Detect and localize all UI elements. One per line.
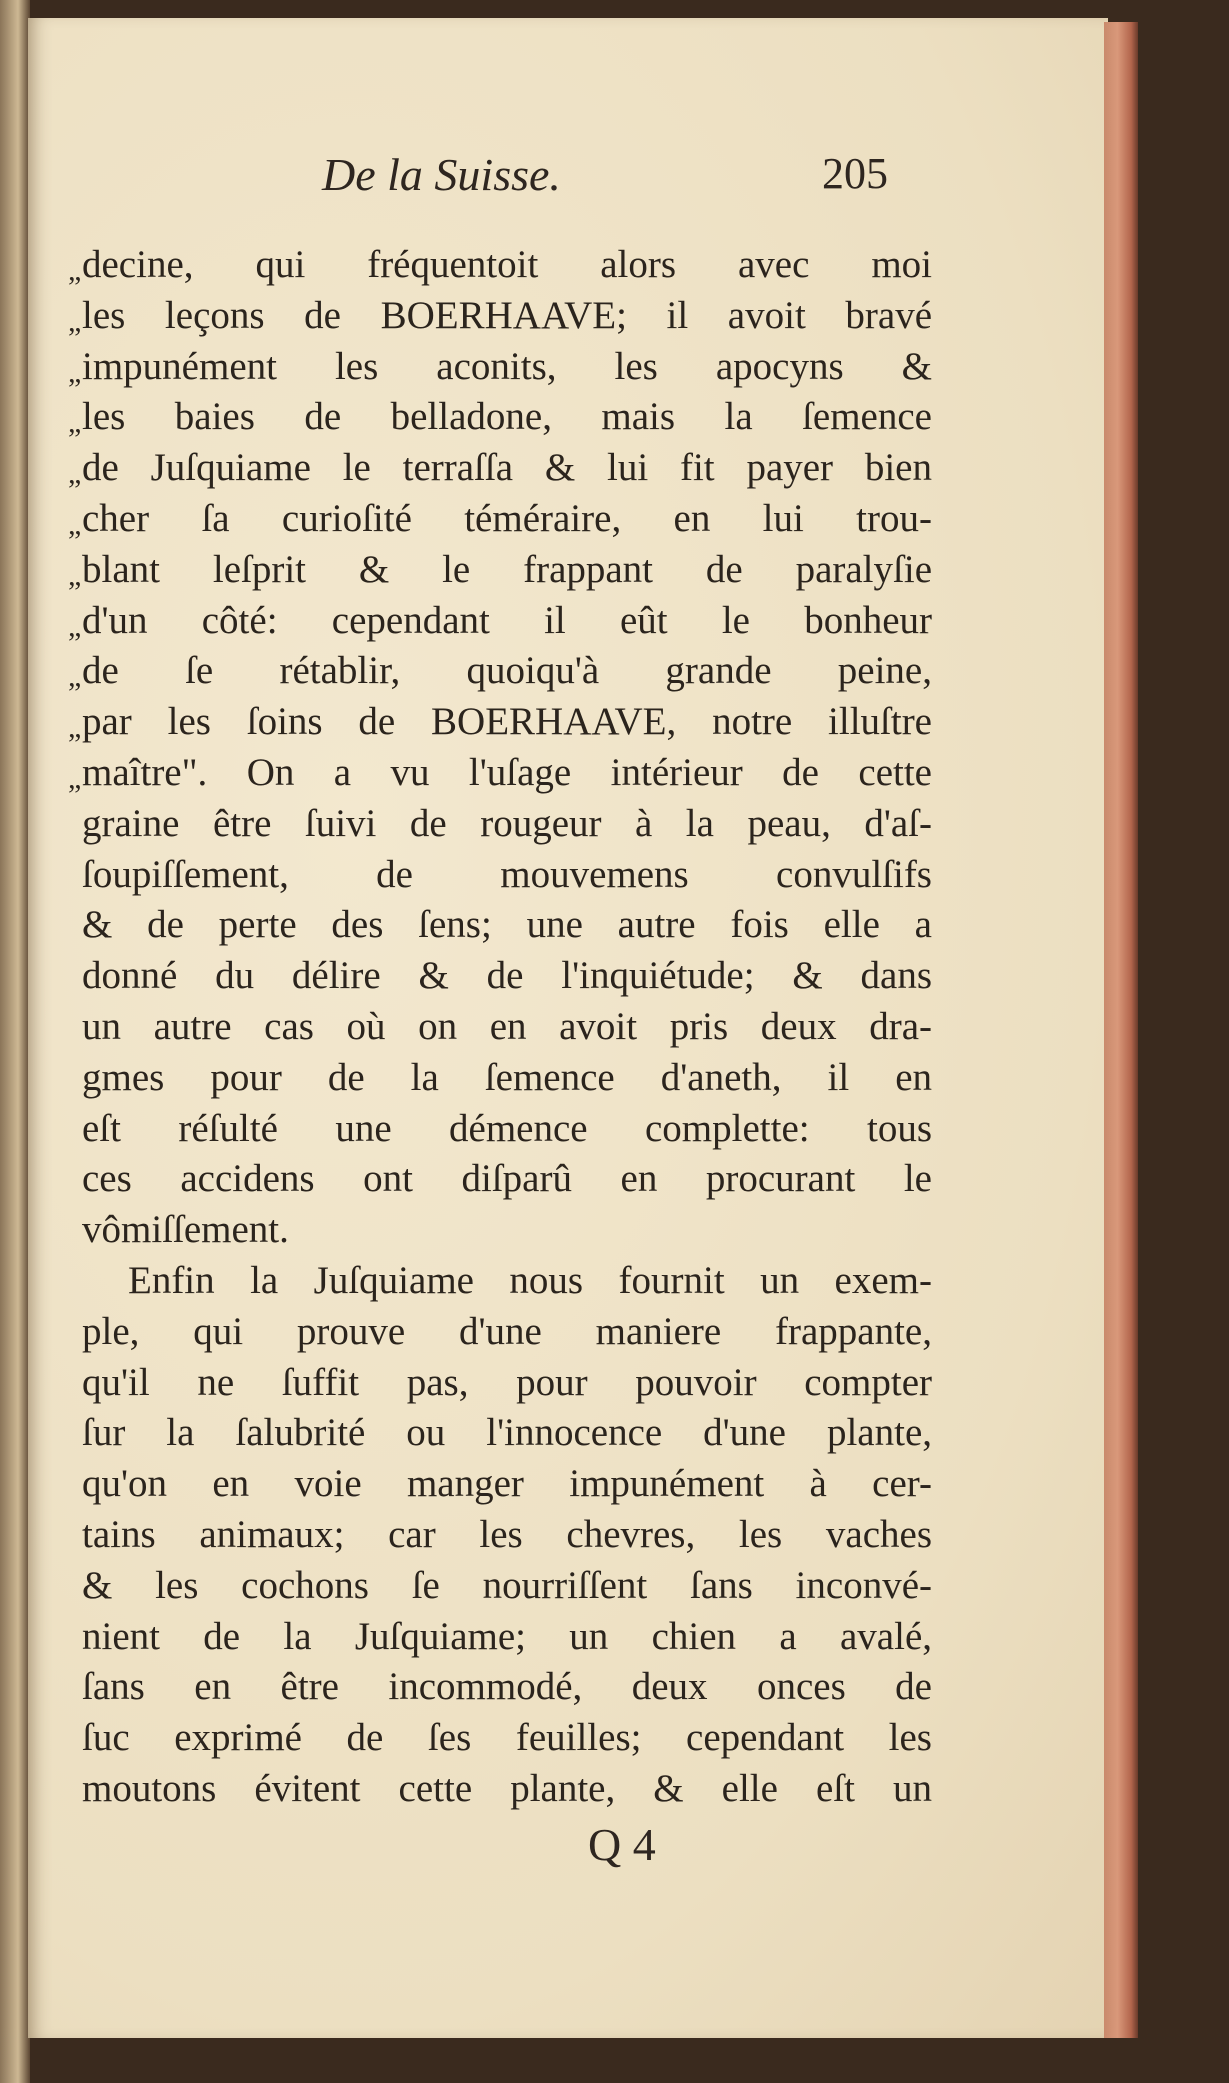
- text-line: [68, 596, 932, 647]
- text-line: [68, 291, 932, 342]
- text-line: [82, 1256, 932, 1307]
- text-line-content: maître". On a vu l'uſage intérieur de cette: [82, 750, 932, 794]
- text-line: [68, 545, 932, 596]
- running-head-title: De la Suisse.: [322, 149, 561, 200]
- text-line-content: vômiſſement.: [82, 1208, 289, 1252]
- text-line: [82, 1612, 932, 1663]
- text-line: [82, 1358, 932, 1409]
- text-line: [82, 850, 932, 901]
- quote-mark: „: [68, 355, 82, 389]
- text-line-content: tains animaux; car les chevres, les vaches: [82, 1512, 932, 1556]
- text-line-content: les baies de belladone, mais la ſemence: [82, 395, 932, 439]
- text-line: [82, 900, 932, 951]
- text-line: [82, 1662, 932, 1713]
- page-number: 205: [822, 149, 888, 198]
- text-line: [68, 240, 932, 291]
- text-line-content: cher ſa curioſité téméraire, en lui trou-: [82, 496, 932, 540]
- quote-mark: „: [68, 609, 82, 643]
- signature-mark: Q 4: [588, 1819, 656, 1870]
- text-line: [68, 748, 932, 799]
- text-line-content: moutons évitent cette plante, & elle eſt un: [82, 1766, 932, 1810]
- text-line: [82, 1459, 932, 1510]
- text-line-content: impunément les aconits, les apocyns &: [82, 344, 932, 388]
- text-line-content: ſuc exprimé de ſes feuilles; cependant les: [82, 1716, 932, 1760]
- text-line: [68, 342, 932, 393]
- text-line: [82, 1561, 932, 1612]
- text-line: [82, 1053, 932, 1104]
- text-line: [82, 1764, 932, 1815]
- text-line-content: ſur la ſalubrité ou l'innocence d'une plante,: [82, 1411, 932, 1455]
- text-line-content: blant leſprit & le frappant de paralyſie: [82, 547, 932, 591]
- text-line: [82, 951, 932, 1002]
- text-line: [82, 1154, 932, 1205]
- page-fore-edge: [1104, 22, 1138, 2038]
- text-line-content: qu'on en voie manger impunément à cer-: [82, 1462, 932, 1506]
- text-line-content: de Juſquiame le terraſſa & lui fit payer bien: [82, 446, 932, 490]
- quote-mark: „: [68, 711, 82, 745]
- text-line: [82, 1205, 932, 1256]
- quote-mark: „: [68, 761, 82, 795]
- text-line-content: ces accidens ont diſparû en procurant le: [82, 1157, 932, 1201]
- text-line-content: un autre cas où on en avoit pris deux dra-: [82, 1004, 932, 1048]
- text-line: [82, 1510, 932, 1561]
- text-line: [68, 392, 932, 443]
- quote-mark: „: [68, 558, 82, 592]
- text-line: [82, 1408, 932, 1459]
- text-line-content: gmes pour de la ſemence d'aneth, il en: [82, 1055, 932, 1099]
- text-line: [68, 646, 932, 697]
- text-line-content: de ſe rétablir, quoiqu'à grande peine,: [82, 649, 932, 693]
- text-line-content: Enfin la Juſquiame nous fournit un exem-: [128, 1258, 932, 1302]
- text-line-content: graine être ſuivi de rougeur à la peau, d'aſ-: [82, 801, 932, 845]
- text-line-content: decine, qui fréquentoit alors avec moi: [82, 243, 932, 286]
- text-line: [82, 1002, 932, 1053]
- quote-mark: „: [68, 304, 82, 338]
- text-line: [68, 697, 932, 748]
- text-line: [82, 1307, 932, 1358]
- text-line-content: nient de la Juſquiame; un chien a avalé,: [82, 1614, 932, 1658]
- running-head: [0, 148, 1229, 208]
- text-line-content: eſt réſulté une démence complette: tous: [82, 1106, 932, 1150]
- text-line-content: & de perte des ſens; une autre fois elle a: [82, 903, 932, 947]
- text-line-content: qu'il ne ſuffit pas, pour pouvoir compter: [82, 1360, 932, 1404]
- text-line-content: ple, qui prouve d'une maniere frappante,: [82, 1309, 932, 1353]
- body-text: [68, 240, 932, 1815]
- text-line-content: d'un côté: cependant il eût le bonheur: [82, 598, 932, 642]
- text-line-content: & les cochons ſe nourriſſent ſans inconvé-: [82, 1563, 932, 1607]
- text-line-content: par les ſoins de BOERHAAVE, notre illuſtre: [82, 700, 932, 744]
- quote-mark: „: [68, 406, 82, 440]
- text-line: [82, 1104, 932, 1155]
- quote-mark: „: [68, 507, 82, 541]
- text-line-content: ſans en être incommodé, deux onces de: [82, 1665, 932, 1709]
- previous-page-edge: [0, 0, 30, 2083]
- quote-mark: „: [68, 254, 82, 287]
- text-line: [68, 494, 932, 545]
- text-line-content: ſoupiſſement, de mouvemens convulſifs: [82, 852, 932, 896]
- quote-mark: „: [68, 457, 82, 491]
- text-line: [82, 799, 932, 850]
- quote-mark: „: [68, 660, 82, 694]
- text-line: [68, 443, 932, 494]
- text-line: [82, 1713, 932, 1764]
- text-line-content: les leçons de BOERHAAVE; il avoit bravé: [82, 293, 932, 337]
- text-line-content: donné du délire & de l'inquiétude; & dans: [82, 954, 932, 998]
